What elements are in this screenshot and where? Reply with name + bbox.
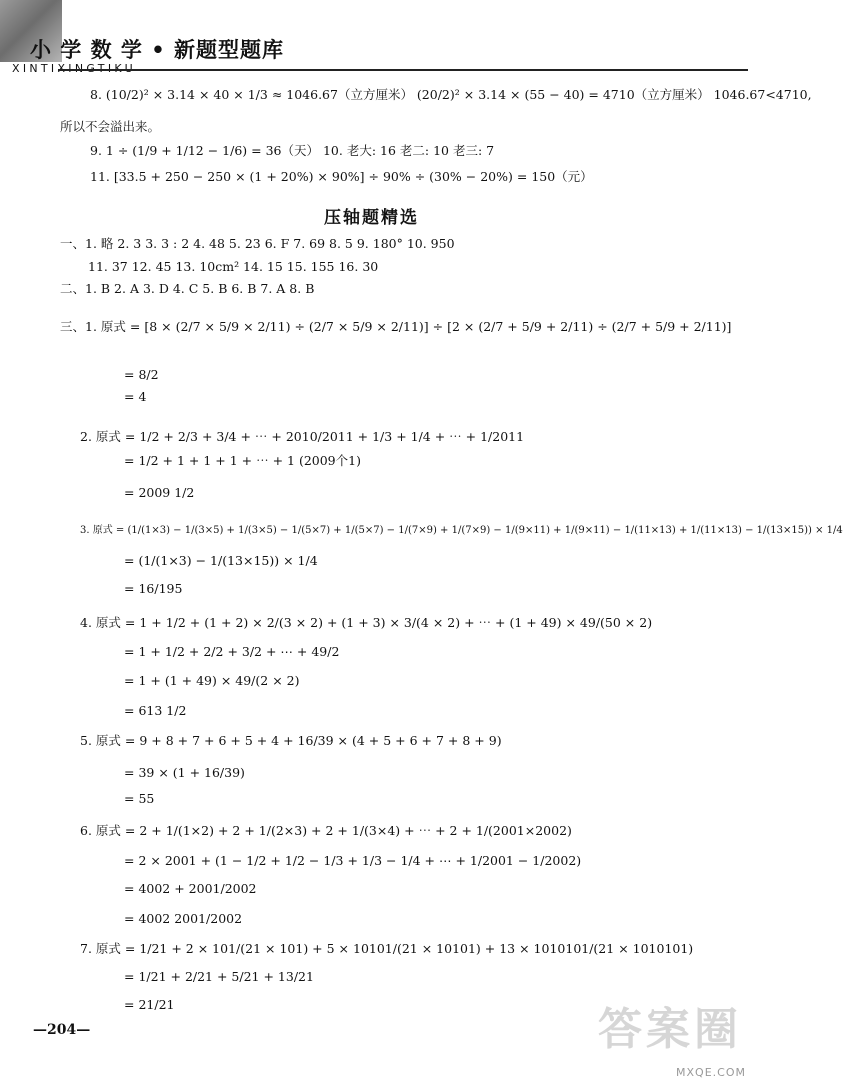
part3-q3-step3: = 16/195 <box>124 581 183 596</box>
part3-q6-step1: 6. 原式 = 2 + 1/(1×2) + 2 + 1/(2×3) + 2 + 1/(3×4) + ⋯ + 2 + 1/(2001×2002) <box>80 823 572 838</box>
part1-line-2: 11. 37 12. 45 13. 10cm² 14. 15 15. 155 16. 30 <box>88 259 379 274</box>
part3-q2-step3: = 2009 1/2 <box>124 485 195 500</box>
answer-8-line: 8. (10/2)² × 3.14 × 40 × 1/3 ≈ 1046.67（立方厘米） (20/2)² × 3.14 × (55 − 40) = 4710（立方厘米） 1046.67<4710, <box>90 87 812 102</box>
header-subtitle: XINTIXINGTIKU <box>12 62 136 75</box>
watermark-url: MXQE.COM <box>676 1066 746 1079</box>
part3-q2-step1: 2. 原式 = 1/2 + 2/3 + 3/4 + ⋯ + 2010/2011 + 1/3 + 1/4 + ⋯ + 1/2011 <box>80 429 525 444</box>
part1-line-1: 一、1. 略 2. 3 3. 3 : 2 4. 48 5. 23 6. F 7. 69 8. 5 9. 180° 10. 950 <box>60 236 455 251</box>
part3-q4-step1: 4. 原式 = 1 + 1/2 + (1 + 2) × 2/(3 × 2) + (1 + 3) × 3/(4 × 2) + ⋯ + (1 + 49) × 49/(50 × 2) <box>80 615 653 630</box>
page-number: —204— <box>33 1022 91 1038</box>
answer-9-10-line: 9. 1 ÷ (1/9 + 1/12 − 1/6) = 36（天） 10. 老大: 16 老二: 10 老三: 7 <box>90 143 495 158</box>
part2-line: 二、1. B 2. A 3. D 4. C 5. B 6. B 7. A 8. B <box>60 281 315 296</box>
part3-q7-step1: 7. 原式 = 1/21 + 2 × 101/(21 × 101) + 5 × 10101/(21 × 10101) + 13 × 1010101/(21 × 1010101) <box>80 941 694 956</box>
part3-q1-step2: = 8/2 <box>124 367 159 382</box>
part3-q2-step2: = 1/2 + 1 + 1 + 1 + ⋯ + 1 (2009个1) <box>124 453 361 468</box>
part3-q7-step3: = 21/21 <box>124 997 175 1012</box>
part3-q1-step3: = 4 <box>124 389 147 404</box>
part3-q3-step2: = (1/(1×3) − 1/(13×15)) × 1/4 <box>124 553 318 568</box>
header-rule <box>58 69 748 71</box>
part3-q7-step2: = 1/21 + 2/21 + 5/21 + 13/21 <box>124 969 314 984</box>
answer-8-conclusion: 所以不会溢出来。 <box>60 119 161 134</box>
part3-q6-step4: = 4002 2001/2002 <box>124 911 243 926</box>
part3-q3-step1: 3. 原式 = (1/(1×3) − 1/(3×5) + 1/(3×5) − 1/(5×7) + 1/(5×7) − 1/(7×9) + 1/(7×9) − 1/(9×11) + 1/(9×11) − 1/(11×13) + 1/(11×13) − 1/(13×15)) × 1/4 <box>80 525 843 536</box>
part3-q5-step3: = 55 <box>124 791 155 806</box>
part3-q6-step3: = 4002 + 2001/2002 <box>124 881 257 896</box>
part3-q5-step1: 5. 原式 = 9 + 8 + 7 + 6 + 5 + 4 + 16/39 × (4 + 5 + 6 + 7 + 8 + 9) <box>80 733 502 748</box>
section-title: 压轴题精选 <box>324 208 419 228</box>
watermark-logo: 答案圈 <box>598 1004 742 1055</box>
header-title: 小 学 数 学 • 新题型题库 <box>30 38 284 62</box>
part3-q4-step3: = 1 + (1 + 49) × 49/(2 × 2) <box>124 673 300 688</box>
part3-q5-step2: = 39 × (1 + 16/39) <box>124 765 245 780</box>
part3-q6-step2: = 2 × 2001 + (1 − 1/2 + 1/2 − 1/3 + 1/3 − 1/4 + ⋯ + 1/2001 − 1/2002) <box>124 853 582 868</box>
answer-11-line: 11. [33.5 + 250 − 250 × (1 + 20%) × 90%] ÷ 90% ÷ (30% − 20%) = 150（元） <box>90 169 593 184</box>
part3-q1-step1: 三、1. 原式 = [8 × (2/7 × 5/9 × 2/11) ÷ (2/7 × 5/9 × 2/11)] ÷ [2 × (2/7 + 5/9 + 2/11) ÷ (2/7 + 5/9 + 2/11)] <box>60 319 732 334</box>
part3-q4-step2: = 1 + 1/2 + 2/2 + 3/2 + ⋯ + 49/2 <box>124 644 340 659</box>
part3-q4-step4: = 613 1/2 <box>124 703 187 718</box>
